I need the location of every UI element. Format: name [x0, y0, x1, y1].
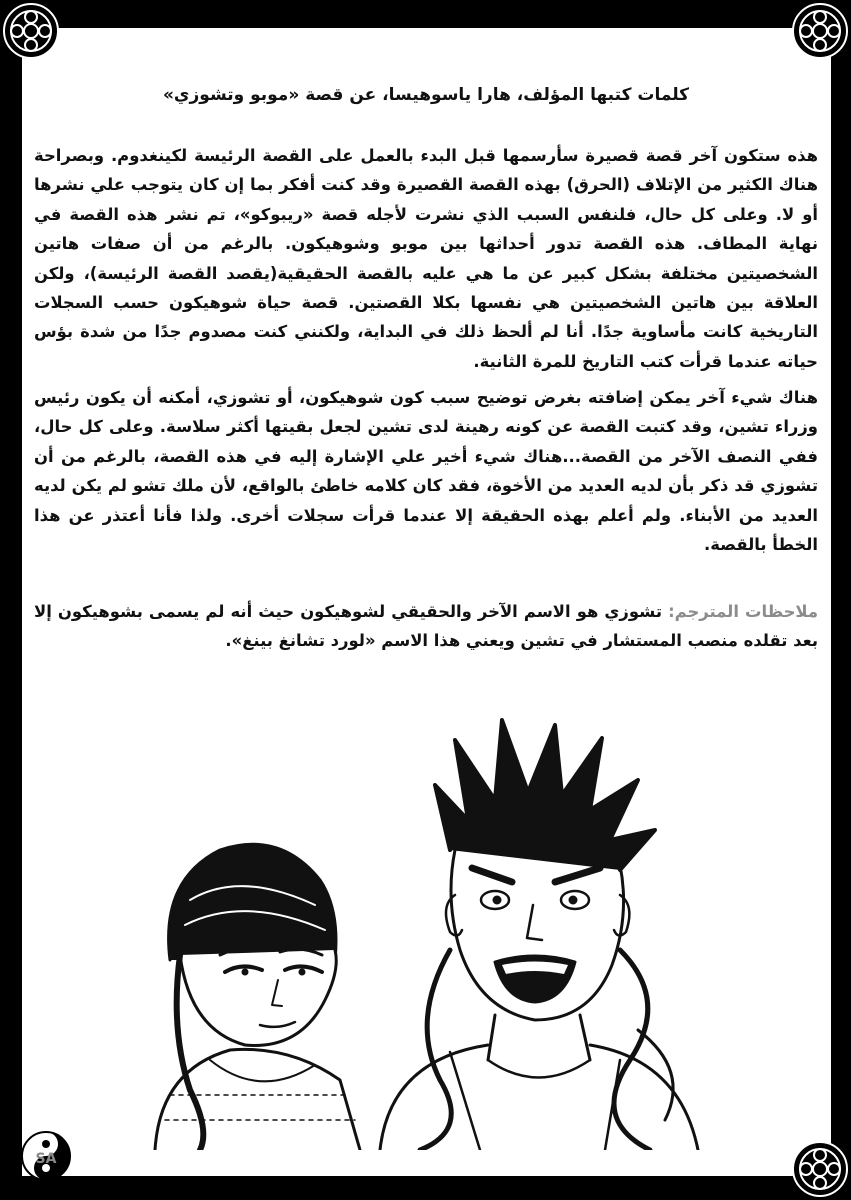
character-illustration	[150, 700, 710, 1150]
paragraph: هذه ستكون آخر قصة قصيرة سأرسمها قبل البدء بالعمل على القصة الرئيسة لكينغدوم. وبصراحة هناك الكثير من الإتلاف (الحرق) بهذه القصة القصيرة وقد كنت أفكر بما إن كان يتوجب علي نشرها أو لا. وعلى كل حال، فلنفس السبب الذي نشرت لأجله قصة «ريبوكو»، تم نشر هذه القصة في نهاية المطاف. هذه القصة تدور أحداثها بين موبو وشوهيكون. بالرغم من أن صفات هاتين الشخصيتين مختلفة بشكل كبير عن ما هي عليه بالقصة الحقيقية(يقصد القصة الرئيسة)، ولكن العلاقة بين هاتين الشخصيتين هي نفسها بكلا القصتين. قصة حياة شوهيكون حسب السجلات التاريخية كانت مأساوية جدًا. أنا لم ألحظ ذلك في البداية، ولكنني كنت مصدوم جدًا من شدة بؤس حياته عندما قرأت كتب التاريخ للمرة الثانية.	[34, 146, 818, 371]
page-title: كلمات كتبها المؤلف، هارا ياسوهيسا، عن قصة «موبو وتشوزي»	[162, 85, 690, 105]
translator-note	[34, 597, 818, 655]
logo-text: SA	[35, 1151, 57, 1167]
translator-note-text: تشوزي هو الاسم الآخر والحقيقي لشوهيكون حيث أنه لم يسمى بشوهيكون إلا بعد تقلده منصب المستشار في تشين ويعني هذا الاسم «لورد تشانغ بينغ».	[34, 602, 818, 650]
lattice-circle-icon	[789, 1138, 851, 1200]
yin-yang-sa-logo	[20, 1130, 72, 1186]
lattice-circle-icon	[789, 0, 851, 62]
translator-note-label: ملاحظات المترجم:	[668, 602, 818, 621]
lattice-circle-icon	[0, 0, 62, 62]
paragraph: هناك شيء آخر يمكن إضافته بغرض توضيح سبب كون شوهيكون، أو تشوزي، أمكنه أن يكون رئيس وزراء تشين، وقد كتبت القصة عن كونه رهينة لدى تشين لجعل بقيتها أكثر سلاسة. وعلى كل حال، ففي النصف الآخر من القصة...هناك شيء أخير علي الإشارة إليه في هذه القصة، بالرغم من أن تشوزي قد ذكر بأن لديه العديد من الأخوة، فقد كان كلامه خاطئ بالواقع، لأن ملك تشو لم يكن لديه العديد من الأبناء. ولم أعلم بهذه الحقيقة إلا عندما قرأت سجلات أخرى. ولذا فأنا أعتذر عن هذا الخطأ بالقصة.	[34, 388, 818, 555]
